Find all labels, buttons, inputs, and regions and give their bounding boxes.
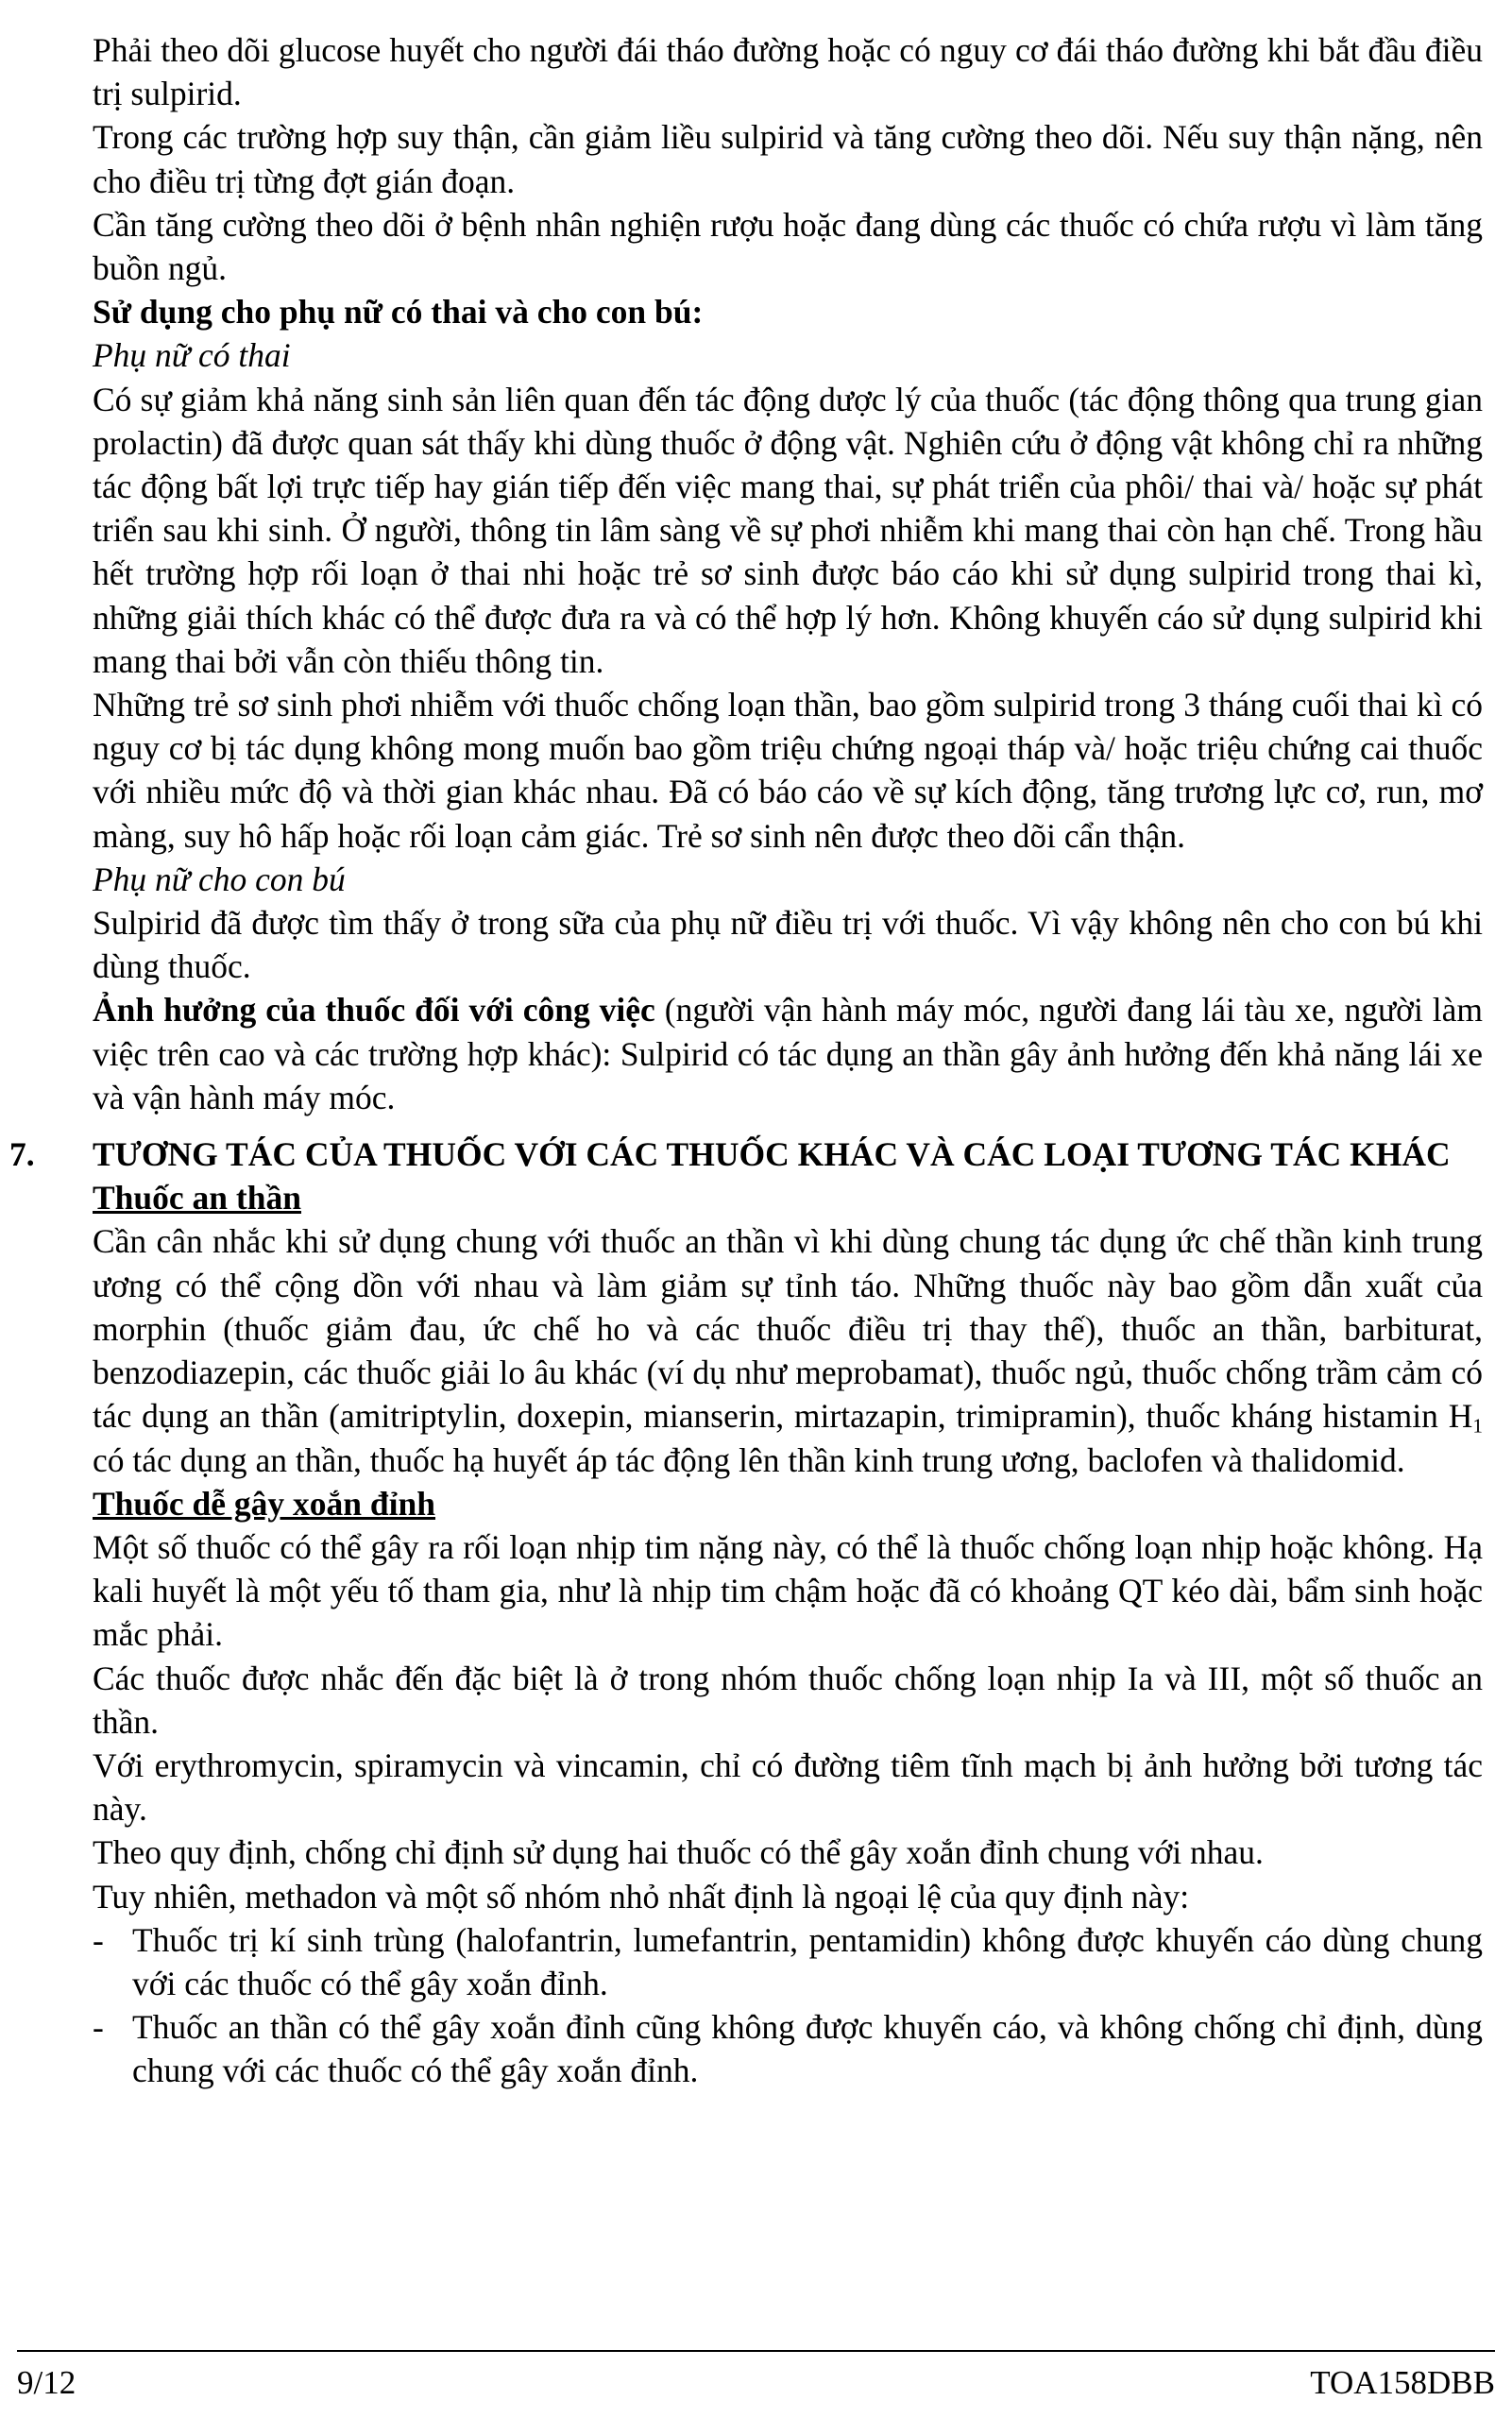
- paragraph-alcohol: Cần tăng cường theo dõi ở bệnh nhân nghiện rượu hoặc đang dùng các thuốc có chứa rượu vì làm tăng buồn ngủ.: [93, 205, 1483, 288]
- work-paragraph: [93, 988, 1483, 1119]
- sedatives-heading-line: [93, 1176, 1483, 1219]
- bullet-dash: -: [93, 1920, 104, 1959]
- torsade-heading-line: [93, 1482, 1483, 1525]
- sedatives-subscript: 1: [1472, 1414, 1483, 1438]
- document-body: [9, 28, 1483, 2093]
- list-item: [93, 1918, 1483, 2005]
- torsade-paragraph-2: Các thuốc được nhắc đến đặc biệt là ở trong nhóm thuốc chống loạn nhịp Ia và III, một số thuốc an thần.: [93, 1659, 1483, 1741]
- pregnant-paragraph-2: Những trẻ sơ sinh phơi nhiễm với thuốc chống loạn thần, bao gồm sulpirid trong 3 tháng cuối thai kì có nguy cơ bị tác dụng không mong muốn bao gồm triệu chứng ngoại tháp và/ hoặc triệu chứng cai thuốc với nhiều mức độ và thời gian khác nhau. Đã có báo cáo về sự kích động, tăng trương lực cơ, run, mơ màng, suy hô hấp hoặc rối loạn cảm giác. Trẻ sơ sinh nên được theo dõi cẩn thận.: [93, 686, 1483, 855]
- sedatives-text-b: có tác dụng an thần, thuốc hạ huyết áp tác động lên thần kinh trung ương, baclofen và thalidomid.: [93, 1440, 1405, 1479]
- pregnant-paragraph-1: Có sự giảm khả năng sinh sản liên quan đến tác động dược lý của thuốc (tác động thông qua trung gian prolactin) đã được quan sát thấy khi dùng thuốc ở động vật. Nghiên cứu ở động vật không chỉ ra những tác động bất lợi trực tiếp hay gián tiếp đến việc mang thai, sự phát triển của phôi/ thai và/ hoặc sự phát triển sau khi sinh. Ở người, thông tin lâm sàng về sự phơi nhiễm khi mang thai còn hạn chế. Trong hầu hết trường hợp rối loạn ở thai nhi hoặc trẻ sơ sinh được báo cáo khi sử dụng sulpirid trong thai kì, những giải thích khác có thể được đưa ra và có thể hợp lý hơn. Không khuyến cáo sử dụng sulpirid khi mang thai bởi vẫn còn thiếu thông tin.: [93, 380, 1483, 680]
- sedatives-heading: Thuốc an thần: [93, 1179, 301, 1218]
- torsade-heading: Thuốc dễ gây xoắn đỉnh: [93, 1484, 436, 1523]
- breastfeeding-subheading: Phụ nữ cho con bú: [93, 860, 346, 898]
- torsade-paragraph-5: Tuy nhiên, methadon và một số nhóm nhỏ nhất định là ngoại lệ của quy định này:: [93, 1877, 1190, 1916]
- exception-list: [93, 1918, 1483, 2093]
- paragraph-renal: Trong các trường hợp suy thận, cần giảm liều sulpirid và tăng cường theo dõi. Nếu suy thận nặng, nên cho điều trị từng đợt gián đoạn.: [93, 118, 1483, 200]
- list-item: [93, 2005, 1483, 2092]
- pregnancy-heading: Sử dụng cho phụ nữ có thai và cho con bú:: [93, 293, 704, 332]
- document-code: TOA158DBB: [1310, 2364, 1495, 2401]
- sedatives-paragraph: [93, 1219, 1483, 1481]
- page-number: 9/12: [17, 2364, 76, 2401]
- section-7-heading: [9, 1132, 1483, 1176]
- torsade-paragraph-4: Theo quy định, chống chỉ định sử dụng hai thuốc có thể gây xoắn đỉnh chung với nhau.: [93, 1833, 1264, 1872]
- list-item-text: Thuốc trị kí sinh trùng (halofantrin, lumefantrin, pentamidin) không được khuyến cáo dùng chung với các thuốc có thể gây xoắn đỉnh.: [132, 1920, 1483, 2002]
- work-text: (người vận hành máy móc, người đang lái tàu xe, người làm việc trên cao và các trường hợp khác): Sulpirid có tác dụng an thần gây ảnh hưởng đến khả năng lái xe và vận hành máy móc.: [93, 991, 1483, 1116]
- paragraph-glucose: Phải theo dõi glucose huyết cho người đái tháo đường hoặc có nguy cơ đái tháo đường khi bắt đầu điều trị sulpirid.: [93, 31, 1483, 113]
- list-item-text: Thuốc an thần có thể gây xoắn đỉnh cũng không được khuyến cáo, và không chống chỉ định, dùng chung với các thuốc có thể gây xoắn đỉnh.: [132, 2008, 1483, 2090]
- bullet-dash: -: [93, 2008, 104, 2047]
- torsade-paragraph-1: Một số thuốc có thể gây ra rối loạn nhịp tim nặng này, có thể là thuốc chống loạn nhịp hoặc không. Hạ kali huyết là một yếu tố tham gia, như là nhịp tim chậm hoặc đã có khoảng QT kéo dài, bẩm sinh hoặc mắc phải.: [93, 1527, 1483, 1654]
- section-title: TƯƠNG TÁC CỦA THUỐC VỚI CÁC THUỐC KHÁC VÀ CÁC LOẠI TƯƠNG TÁC KHÁC: [93, 1135, 1451, 1174]
- sedatives-text-a: Cần cân nhắc khi sử dụng chung với thuốc an thần vì khi dùng chung tác dụng ức chế thần kinh trung ương có thể cộng dồn với nhau và làm giảm sự tỉnh táo. Những thuốc này bao gồm dẫn xuất của morphin (thuốc giảm đau, ức chế ho và các thuốc điều trị thay thế), thuốc an thần, barbiturat, benzodiazepin, các thuốc giải lo âu khác (ví dụ như meprobamat), thuốc ngủ, thuốc chống trầm cảm có tác dụng an thần (amitriptylin, doxepin, mianserin, mirtazapin, trimipramin), thuốc kháng histamin H: [93, 1222, 1483, 1436]
- pregnant-subheading: Phụ nữ có thai: [93, 336, 291, 375]
- footer-divider: [17, 2350, 1495, 2352]
- breastfeeding-paragraph: Sulpirid đã được tìm thấy ở trong sữa của phụ nữ điều trị với thuốc. Vì vậy không nên cho con bú khi dùng thuốc.: [93, 904, 1483, 986]
- work-heading: Ảnh hưởng của thuốc đối với công việc: [93, 991, 655, 1030]
- section-number: 7.: [9, 1135, 35, 1174]
- torsade-paragraph-3: Với erythromycin, spiramycin và vincamin, chỉ có đường tiêm tĩnh mạch bị ảnh hưởng bởi tương tác này.: [93, 1745, 1483, 1829]
